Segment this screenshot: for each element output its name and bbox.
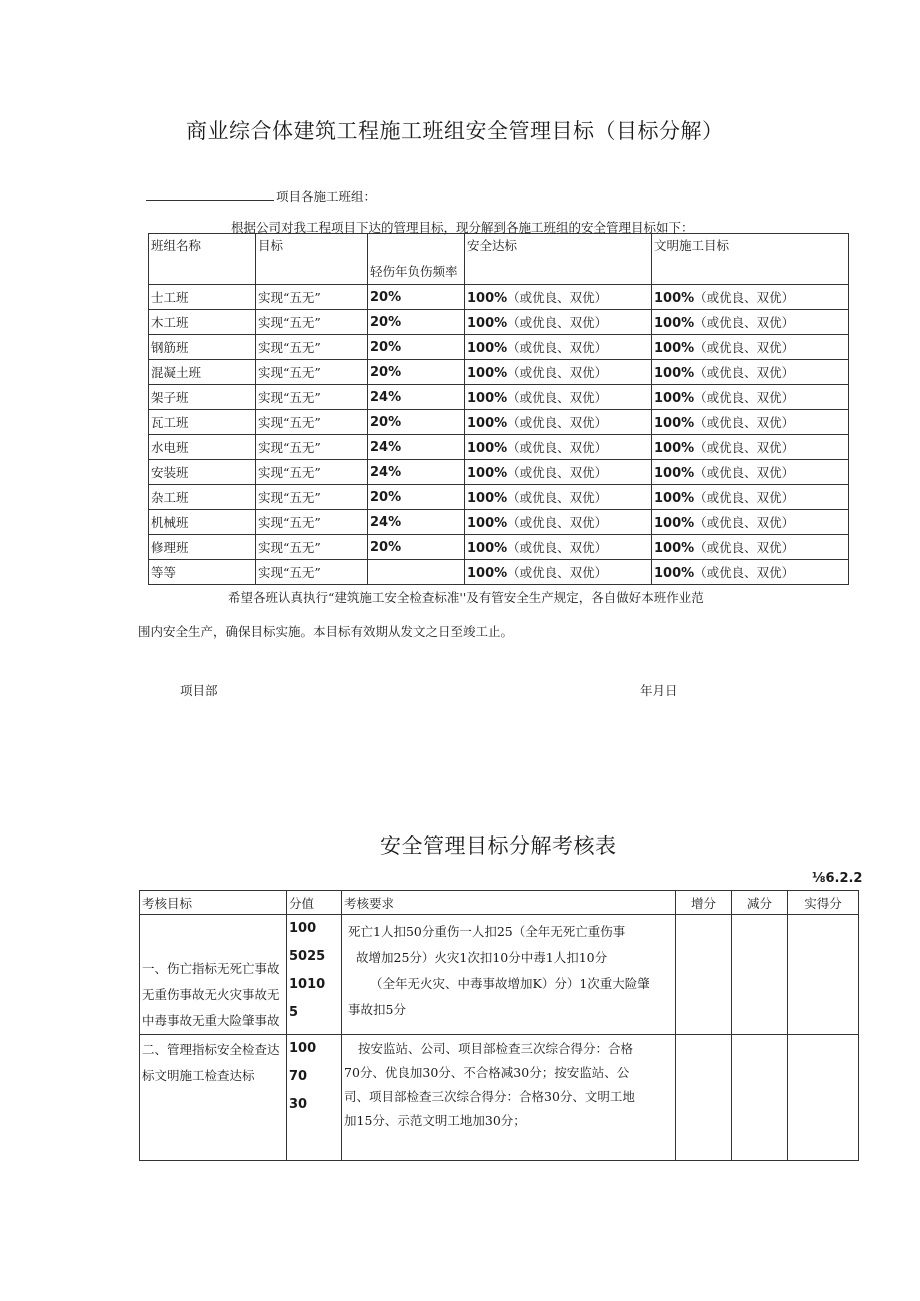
t2-row2-target: 二、管理指标安全检查达标文明施工检查达标 bbox=[140, 1035, 287, 1161]
team-goal: 实现“五无” bbox=[256, 410, 368, 435]
team-injury-rate: 24% bbox=[368, 385, 465, 410]
team-name: 钢筋班 bbox=[149, 335, 256, 360]
assessment-table bbox=[139, 890, 859, 1161]
score-line: 5 bbox=[289, 1005, 299, 1020]
team-civil bbox=[652, 435, 849, 460]
team-safety-note: （或优良、双优） bbox=[507, 515, 608, 530]
team-safety bbox=[465, 460, 652, 485]
team-safety bbox=[465, 335, 652, 360]
team-civil-note: （或优良、双优） bbox=[694, 565, 795, 580]
team-safety bbox=[465, 360, 652, 385]
team-row bbox=[149, 535, 849, 560]
t2-header-requirement: 考核要求 bbox=[342, 891, 676, 915]
team-goal: 实现“五无” bbox=[256, 360, 368, 385]
team-name: 瓦工班 bbox=[149, 410, 256, 435]
team-civil-note: （或优良、双优） bbox=[694, 540, 795, 555]
team-safety-percent: 100% bbox=[467, 291, 508, 306]
t2-row1-scores bbox=[287, 915, 342, 1035]
team-civil-note: （或优良、双优） bbox=[694, 415, 795, 430]
req-line: 70分、优良加30分、不合格减30分；按安监站、公 bbox=[344, 1065, 630, 1080]
req-line: 死亡1人扣50分重伤一人扣25（全年无死亡重伤事 bbox=[348, 924, 626, 939]
team-civil bbox=[652, 560, 849, 585]
team-name: 杂工班 bbox=[149, 485, 256, 510]
team-civil-note: （或优良、双优） bbox=[694, 515, 795, 530]
team-civil-percent: 100% bbox=[654, 391, 695, 406]
team-row bbox=[149, 510, 849, 535]
team-safety-note: （或优良、双优） bbox=[507, 340, 608, 355]
team-safety-note: （或优良、双优） bbox=[507, 290, 608, 305]
team-safety-percent: 100% bbox=[467, 366, 508, 381]
team-safety-note: （或优良、双优） bbox=[507, 365, 608, 380]
t2-row1-final bbox=[788, 915, 859, 1035]
req-line: 司、项目部检查三次综合得分：合格30分、文明工地 bbox=[344, 1089, 635, 1104]
header-injury-rate: 轻伤年负伤频率 bbox=[368, 234, 465, 285]
team-safety-percent: 100% bbox=[467, 391, 508, 406]
team-safety bbox=[465, 385, 652, 410]
team-goal: 实现“五无” bbox=[256, 435, 368, 460]
intro-text: 根据公司对我工程项目下达的管理目标，现分解到各施工班组的安全管理目标如下： bbox=[231, 220, 694, 235]
team-injury-rate: 24% bbox=[368, 510, 465, 535]
team-safety-percent: 100% bbox=[467, 466, 508, 481]
team-safety bbox=[465, 435, 652, 460]
team-injury-rate: 20% bbox=[368, 535, 465, 560]
t2-row2-requirement bbox=[342, 1035, 676, 1161]
req-line: 故增加25分）火灾1次扣10分中毒1人扣10分 bbox=[356, 950, 608, 965]
team-row bbox=[149, 285, 849, 310]
sign-date: 年月日 bbox=[640, 683, 678, 698]
t2-header-deduct: 减分 bbox=[732, 891, 788, 915]
team-civil-note: （或优良、双优） bbox=[694, 390, 795, 405]
team-name: 修理班 bbox=[149, 535, 256, 560]
team-injury-rate: 24% bbox=[368, 460, 465, 485]
team-safety bbox=[465, 485, 652, 510]
team-civil-percent: 100% bbox=[654, 416, 695, 431]
team-safety-percent: 100% bbox=[467, 516, 508, 531]
team-civil bbox=[652, 385, 849, 410]
team-safety-note: （或优良、双优） bbox=[507, 415, 608, 430]
team-name: 机械班 bbox=[149, 510, 256, 535]
req-line: 加15分、示范文明工地加30分； bbox=[344, 1113, 526, 1128]
team-safety-note: （或优良、双优） bbox=[507, 565, 608, 580]
team-safety-percent: 100% bbox=[467, 316, 508, 331]
team-injury-rate: 20% bbox=[368, 360, 465, 385]
req-line: （全年无火灾、中毒事故增加K）分）1次重大险肇 bbox=[370, 976, 650, 991]
team-name: 水电班 bbox=[149, 435, 256, 460]
t2-row2-deduct bbox=[732, 1035, 788, 1161]
team-injury-rate: 20% bbox=[368, 410, 465, 435]
score-line: 1010 bbox=[289, 977, 326, 992]
team-civil bbox=[652, 535, 849, 560]
team-civil-note: （或优良、双优） bbox=[694, 440, 795, 455]
team-row bbox=[149, 560, 849, 585]
team-name: 架子班 bbox=[149, 385, 256, 410]
team-civil bbox=[652, 360, 849, 385]
team-civil-note: （或优良、双优） bbox=[694, 340, 795, 355]
team-civil bbox=[652, 510, 849, 535]
header-civil: 文明施工目标 bbox=[652, 234, 849, 285]
team-row bbox=[149, 360, 849, 385]
team-safety bbox=[465, 510, 652, 535]
team-civil bbox=[652, 460, 849, 485]
doc-title: 商业综合体建筑工程施工班组安全管理目标（目标分解） bbox=[186, 119, 724, 143]
t2-header-add: 增分 bbox=[676, 891, 732, 915]
team-row bbox=[149, 435, 849, 460]
team-goal: 实现“五无” bbox=[256, 335, 368, 360]
team-civil bbox=[652, 410, 849, 435]
team-line: 项目各施工班组： bbox=[276, 189, 377, 204]
team-goal: 实现“五无” bbox=[256, 485, 368, 510]
team-safety-note: （或优良、双优） bbox=[507, 540, 608, 555]
team-injury-rate: 20% bbox=[368, 310, 465, 335]
t2-row1-add bbox=[676, 915, 732, 1035]
team-goal: 实现“五无” bbox=[256, 560, 368, 585]
team-civil-percent: 100% bbox=[654, 516, 695, 531]
t2-row1-deduct bbox=[732, 915, 788, 1035]
t2-header-final: 实得分 bbox=[788, 891, 859, 915]
team-goal: 实现“五无” bbox=[256, 460, 368, 485]
team-goal: 实现“五无” bbox=[256, 310, 368, 335]
team-safety bbox=[465, 310, 652, 335]
team-safety-percent: 100% bbox=[467, 541, 508, 556]
team-civil bbox=[652, 285, 849, 310]
team-goal: 实现“五无” bbox=[256, 385, 368, 410]
team-civil-note: （或优良、双优） bbox=[694, 465, 795, 480]
team-civil-percent: 100% bbox=[654, 366, 695, 381]
req-line: 按安监站、公司、项目部检查三次综合得分：合格 bbox=[358, 1041, 634, 1056]
header-team: 班组名称 bbox=[149, 234, 256, 285]
team-civil-percent: 100% bbox=[654, 291, 695, 306]
team-civil-percent: 100% bbox=[654, 441, 695, 456]
team-civil-note: （或优良、双优） bbox=[694, 315, 795, 330]
team-row bbox=[149, 460, 849, 485]
team-blank-line bbox=[146, 200, 274, 201]
team-row bbox=[149, 335, 849, 360]
t2-header-target: 考核目标 bbox=[140, 891, 287, 915]
team-goal: 实现“五无” bbox=[256, 535, 368, 560]
score-line: 5025 bbox=[289, 949, 326, 964]
team-injury-rate: 24% bbox=[368, 435, 465, 460]
team-safety-percent: 100% bbox=[467, 566, 508, 581]
score-line: 100 bbox=[289, 921, 317, 936]
team-injury-rate: 20% bbox=[368, 485, 465, 510]
team-civil bbox=[652, 485, 849, 510]
table-number: ⅛6.2.2 bbox=[812, 871, 863, 886]
t2-header-score: 分值 bbox=[287, 891, 342, 915]
req-line: 事故扣5分 bbox=[348, 1002, 406, 1017]
score-line: 70 bbox=[289, 1069, 308, 1084]
team-name: 等等 bbox=[149, 560, 256, 585]
assessment-title: 安全管理目标分解考核表 bbox=[380, 834, 617, 858]
team-civil bbox=[652, 310, 849, 335]
t2-row1-requirement bbox=[342, 915, 676, 1035]
team-civil-note: （或优良、双优） bbox=[694, 490, 795, 505]
team-injury-rate: 20% bbox=[368, 285, 465, 310]
team-civil-percent: 100% bbox=[654, 466, 695, 481]
score-line: 100 bbox=[289, 1041, 317, 1056]
team-civil-percent: 100% bbox=[654, 566, 695, 581]
team-civil bbox=[652, 335, 849, 360]
team-civil-percent: 100% bbox=[654, 491, 695, 506]
team-safety-note: （或优良、双优） bbox=[507, 465, 608, 480]
team-row bbox=[149, 310, 849, 335]
team-safety-note: （或优良、双优） bbox=[507, 440, 608, 455]
goals-table bbox=[148, 233, 849, 585]
t2-row2-final bbox=[788, 1035, 859, 1161]
team-row bbox=[149, 385, 849, 410]
team-injury-rate bbox=[368, 560, 465, 585]
header-safety: 安全达标 bbox=[465, 234, 652, 285]
t2-row2-scores bbox=[287, 1035, 342, 1161]
team-civil-percent: 100% bbox=[654, 541, 695, 556]
team-safety bbox=[465, 560, 652, 585]
team-safety bbox=[465, 285, 652, 310]
team-row bbox=[149, 410, 849, 435]
t2-row1-target: 一、伤亡指标无死亡事故无重伤事故无火灾事故无中毒事故无重大险肇事故 bbox=[140, 915, 287, 1035]
team-safety-note: （或优良、双优） bbox=[507, 315, 608, 330]
t2-row2-add bbox=[676, 1035, 732, 1161]
team-safety bbox=[465, 410, 652, 435]
team-safety-note: （或优良、双优） bbox=[507, 490, 608, 505]
team-safety-percent: 100% bbox=[467, 416, 508, 431]
closing-line-2: 围内安全生产，确保目标实施。本目标有效期从发文之日至竣工止。 bbox=[138, 624, 514, 639]
team-goal: 实现“五无” bbox=[256, 510, 368, 535]
team-injury-rate: 20% bbox=[368, 335, 465, 360]
score-line: 30 bbox=[289, 1097, 308, 1112]
team-civil-note: （或优良、双优） bbox=[694, 365, 795, 380]
team-name: 安装班 bbox=[149, 460, 256, 485]
team-civil-note: （或优良、双优） bbox=[694, 290, 795, 305]
team-safety bbox=[465, 535, 652, 560]
team-goal: 实现“五无” bbox=[256, 285, 368, 310]
team-row bbox=[149, 485, 849, 510]
team-name: 混凝土班 bbox=[149, 360, 256, 385]
team-safety-note: （或优良、双优） bbox=[507, 390, 608, 405]
team-safety-percent: 100% bbox=[467, 491, 508, 506]
closing-line-1: 希望各班认真执行“建筑施工安全检查标准''及有管安全生产规定，各自做好本班作业范 bbox=[228, 590, 704, 605]
header-goal: 目标 bbox=[256, 234, 368, 285]
team-safety-percent: 100% bbox=[467, 341, 508, 356]
team-safety-percent: 100% bbox=[467, 441, 508, 456]
sign-department: 项目部 bbox=[180, 683, 218, 698]
team-civil-percent: 100% bbox=[654, 341, 695, 356]
team-name: 木工班 bbox=[149, 310, 256, 335]
team-civil-percent: 100% bbox=[654, 316, 695, 331]
team-name: 士工班 bbox=[149, 285, 256, 310]
